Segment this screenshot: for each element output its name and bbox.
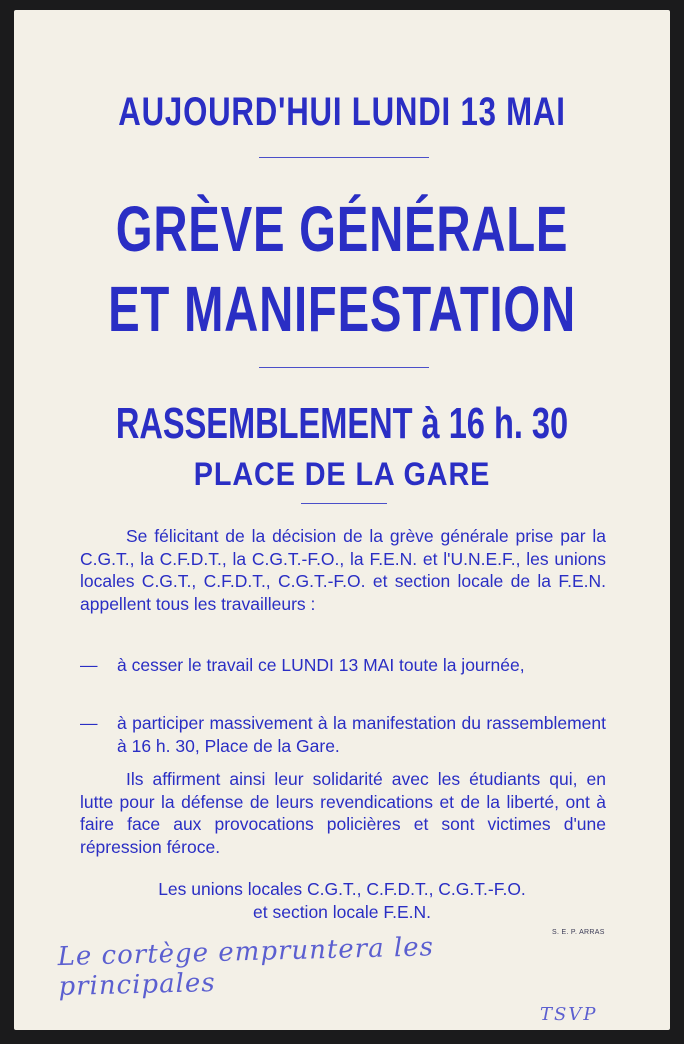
- bullet-dash: —: [80, 713, 98, 733]
- rally-place-heading: PLACE DE LA GARE: [193, 456, 491, 492]
- signature-line: Les unions locales C.G.T., C.F.D.T., C.G.T.-F.O.: [158, 879, 526, 899]
- poster-sheet: [14, 10, 670, 1030]
- solidarity-paragraph: Ils affirment ainsi leur solidarité avec les étudiants qui, en lutte pour la défense de leurs revendications et de la liberté, ont à faire face aux provocations policières et sont victimes d'une répression féroce.: [80, 769, 606, 857]
- title-line-strike: GRÈVE GÉNÉRALE: [115, 193, 569, 265]
- divider-rule: [259, 157, 429, 158]
- bullet-dash: —: [80, 655, 98, 675]
- divider-rule: [301, 503, 387, 504]
- bullet-text: à cesser le travail ce LUNDI 13 MAI toute la journée,: [117, 655, 525, 675]
- bullet-text: à participer massivement à la manifestation du rassemblement à 16 h. 30, Place de la Gare.: [117, 713, 606, 756]
- divider-rule: [259, 367, 429, 368]
- signature-line: et section locale F.E.N.: [253, 902, 431, 922]
- date-headline: AUJOURD'HUI LUNDI 13 MAI: [118, 90, 566, 134]
- handwritten-note: Le cortège empruntera les principales: [57, 932, 435, 1003]
- intro-paragraph: Se félicitant de la décision de la grève générale prise par la C.G.T., la C.F.D.T., la C.G.T.-F.O., la F.E.N. et l'U.N.E.F., les unions locales C.G.T., C.F.D.T., C.G.T.-F.O. et section locale de la F.E.N. appellent tous les travailleurs :: [80, 526, 606, 614]
- rally-time-heading: RASSEMBLEMENT à 16 h. 30: [115, 399, 569, 448]
- handwritten-tsvp: TSVP: [540, 1004, 598, 1025]
- title-line-demonstration: ET MANIFESTATION: [108, 273, 576, 345]
- printer-mark: S. E. P. ARRAS: [552, 929, 605, 936]
